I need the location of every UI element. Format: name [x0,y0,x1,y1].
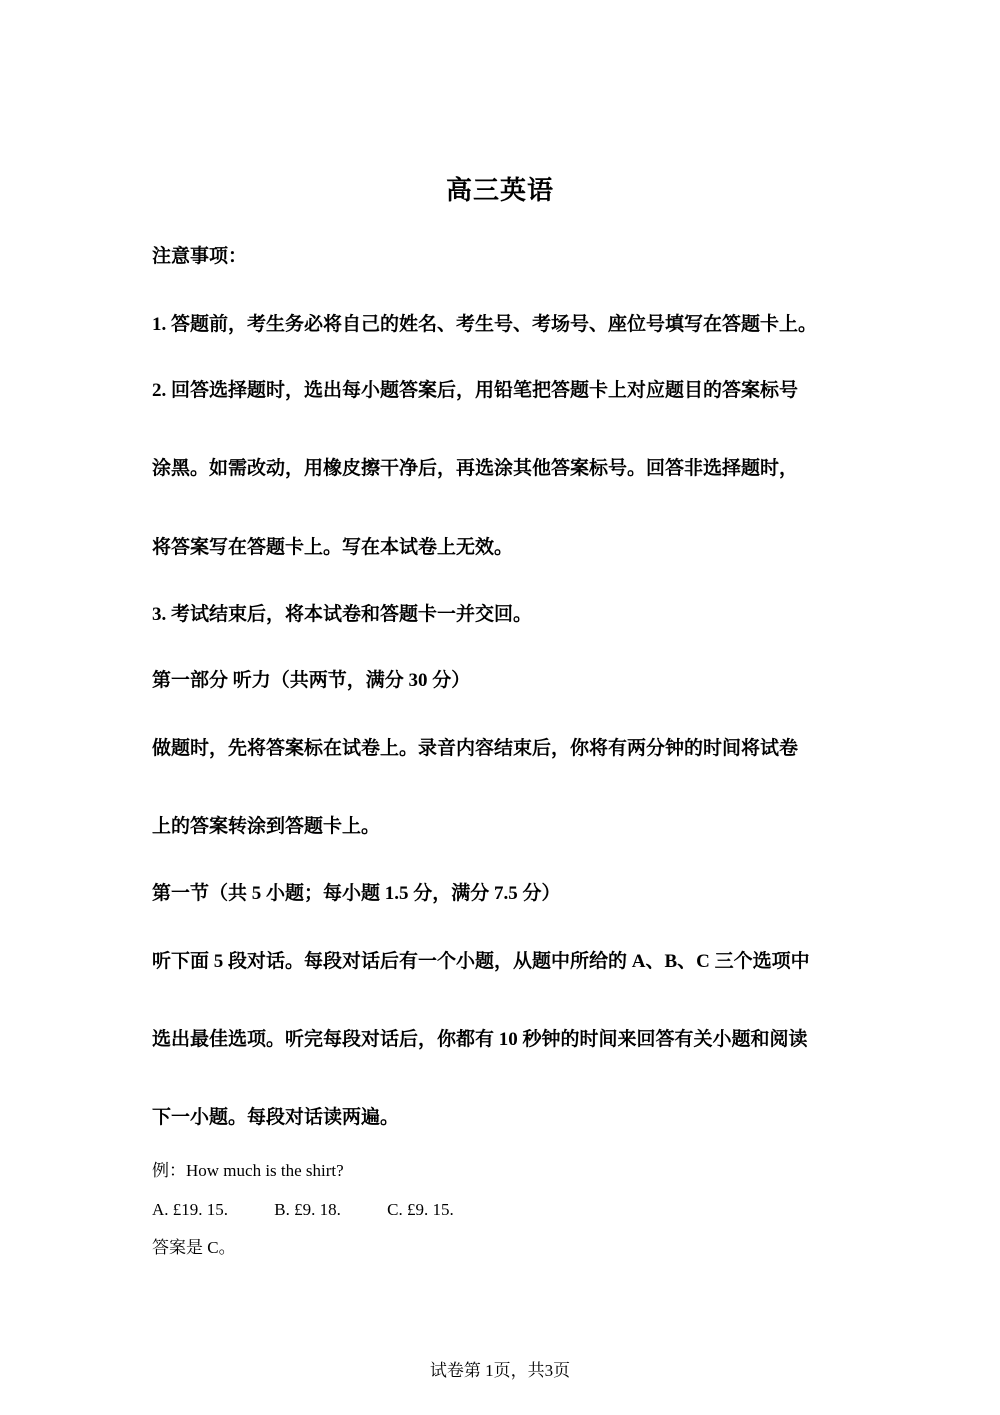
notice-item-2-line-3: 将答案写在答题卡上。写在本试卷上无效。 [152,537,514,558]
notice-item-2-line-1: 2. 回答选择题时，选出每小题答案后，用铅笔把答题卡上对应题目的答案标号 [152,380,799,401]
part1-instruction-line-1: 做题时，先将答案标在试卷上。录音内容结束后，你将有两分钟的时间将试卷 [152,738,799,759]
section1-instruction-line-2: 选出最佳选项。听完每段对话后，你都有 10 秒钟的时间来回答有关小题和阅读 [152,1029,808,1050]
notice-item-1: 1. 答题前，考生务必将自己的姓名、考生号、考场号、座位号填写在答题卡上。 [152,314,818,335]
example-option-a: A. £19. 15. [152,1200,229,1219]
part1-heading: 第一部分 听力（共两节，满分 30 分） [152,670,471,691]
example-option-b: B. £9. 18. [274,1200,341,1219]
part1-instruction-line-2: 上的答案转涂到答题卡上。 [152,816,381,837]
notice-item-3: 3. 考试结束后，将本试卷和答题卡一并交回。 [152,604,533,625]
notice-heading: 注意事项： [152,246,248,267]
page-title: 高三英语 [445,176,554,205]
section1-instruction-line-3: 下一小题。每段对话读两遍。 [152,1107,400,1128]
example-answer: 答案是 C。 [152,1238,236,1257]
notice-item-2-line-2: 涂黑。如需改动，用橡皮擦干净后，再选涂其他答案标号。回答非选择题时， [152,458,799,479]
example-question: 例：How much is the shirt? [152,1161,344,1180]
section1-instruction-line-1: 听下面 5 段对话。每段对话后有一个小题，从题中所给的 A、B、C 三个选项中 [152,951,810,972]
section1-heading: 第一节（共 5 小题；每小题 1.5 分，满分 7.5 分） [152,883,561,904]
example-options [152,1199,496,1221]
example-option-c: C. £9. 15. [387,1200,454,1219]
page-footer: 试卷第 1页，共3页 [429,1361,571,1380]
